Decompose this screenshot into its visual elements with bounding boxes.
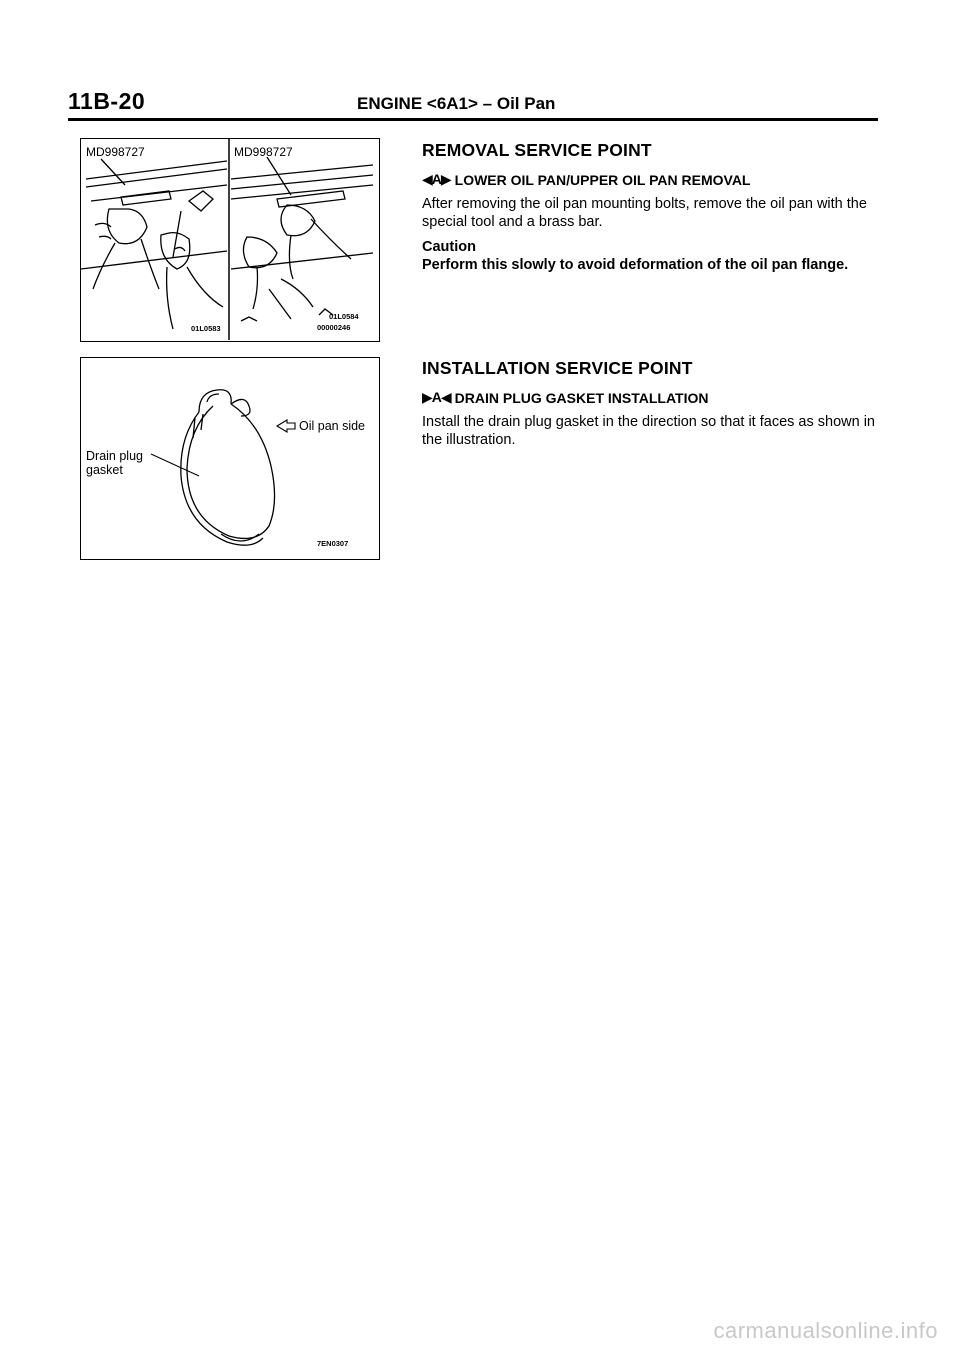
installation-heading: INSTALLATION SERVICE POINT [422,358,693,378]
figure-drain-plug-gasket [80,357,380,560]
installation-subheading [422,389,882,406]
watermark: carmanualsonline.info [713,1318,938,1343]
page-header [68,88,880,122]
section-title: ENGINE <6A1> – Oil Pan [357,94,556,113]
figure-oil-pan-removal [80,138,380,342]
oil-pan-side-label: Oil pan side [299,419,366,433]
installation-subheading-text: DRAIN PLUG GASKET INSTALLATION [454,389,709,406]
left-figure-code: 01L0583 [191,324,221,333]
figure-drain-plug-gasket-drawing [81,358,378,558]
header-rule [68,118,878,121]
page-number: 11B-20 [68,88,146,114]
removal-service-point [422,140,882,274]
removal-body: After removing the oil pan mounting bolts, remove the oil pan with the special tool and a brass bar. [422,196,867,230]
drain-plug-label-line2: gasket [86,463,123,477]
right-tool-label: MD998727 [234,145,293,159]
gasket-icon [181,390,275,545]
drain-plug-label-line1: Drain plug [86,449,143,463]
installation-marker: ▶A◀ [422,389,451,405]
oil-pan-side-arrow-icon [277,420,295,432]
caution-label: Caution [422,239,476,255]
figure-code: 7EN0307 [317,539,349,548]
removal-subheading [422,171,882,188]
caution-text: Perform this slowly to avoid deformation of the oil pan flange. [422,257,849,273]
right-figure-code-2: 00000246 [317,323,351,332]
installation-body: Install the drain plug gasket in the direction so that it faces as shown in the illustration. [422,414,875,448]
installation-service-point [422,358,882,456]
removal-subheading-text: LOWER OIL PAN/UPPER OIL PAN REMOVAL [454,171,751,188]
figure-oil-pan-removal-drawing [81,139,378,340]
left-tool-label: MD998727 [86,145,145,159]
right-figure-code-1: 01L0584 [329,312,359,321]
removal-heading: REMOVAL SERVICE POINT [422,140,652,160]
removal-marker: ◀A▶ [422,171,451,187]
